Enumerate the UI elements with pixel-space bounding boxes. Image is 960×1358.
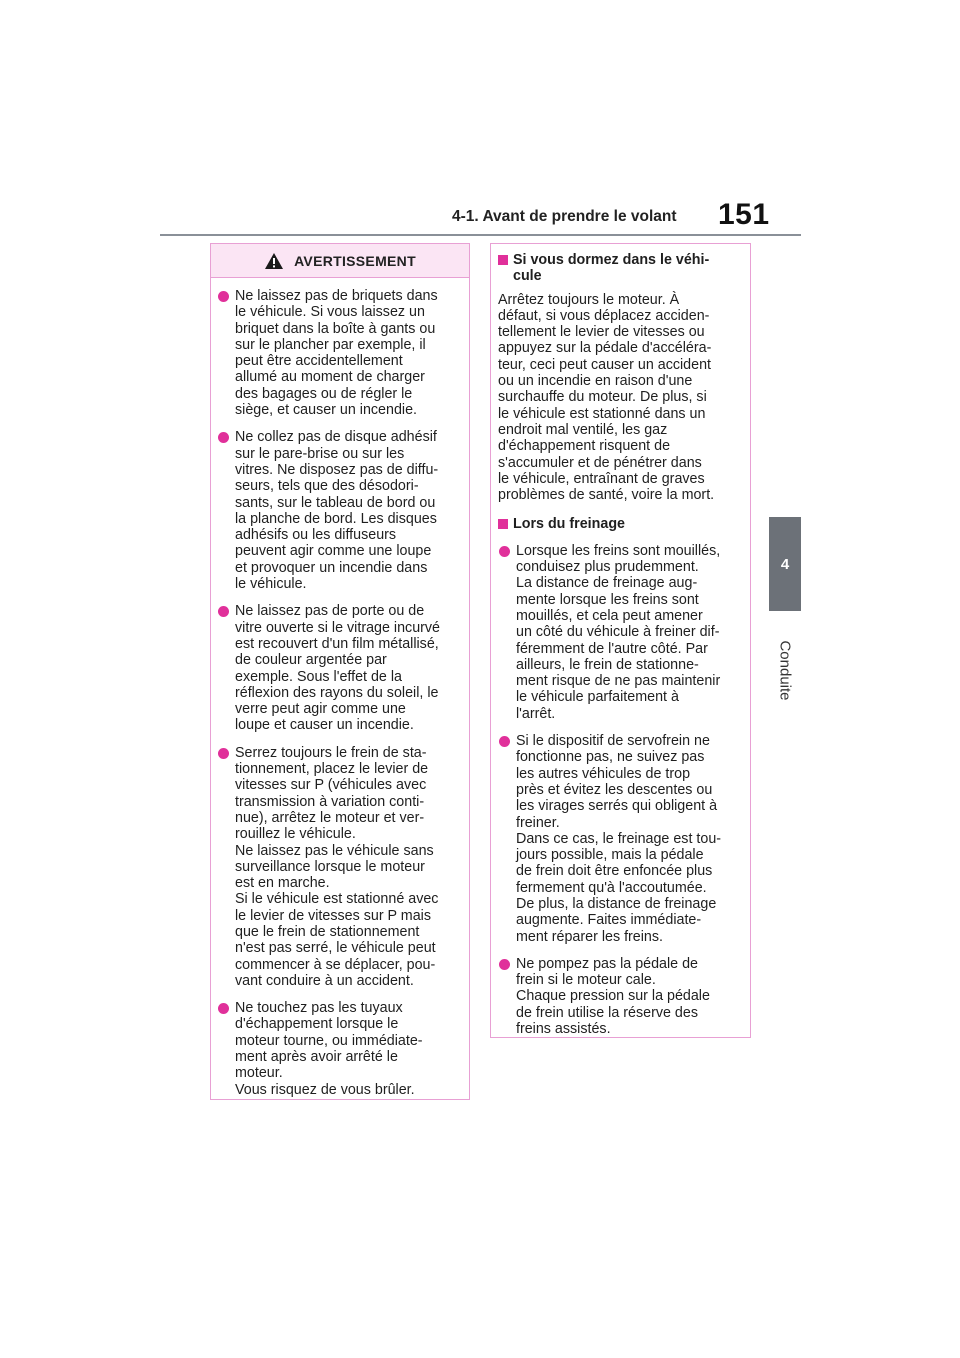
braking-item-text: Ne pompez pas la pédale de frein si le moteur cale. Chaque pression sur la pédale de frein utilise la réserve des freins assistés. [516, 955, 710, 1038]
warning-title: AVERTISSEMENT [294, 252, 416, 269]
sleeping-paragraph: Arrêtez toujours le moteur. À défaut, si vous déplacez acciden- tellement le levier de vitesses ou appuyez sur la pédale d'accéléra- teur, ceci peut causer un accident ou un incendie en raison d'une surchauffe du moteur. De plus, si le véhicule est stationné dans un endroit mal ventilé, les gaz d'échappement risquent de s'accumuler et de pénétrer dans le véhicule, entraînant de graves problèmes de santé, voire la mort. [498, 291, 715, 504]
chapter-number: 4 [780, 555, 790, 573]
bullet-dot-icon [218, 432, 229, 443]
warning-item-text: Serrez toujours le frein de sta- tionnement, placez le levier de vitesses sur P (véhicules avec transmission à variation conti- nue), arrêtez le moteur et ver- rouillez le véhicule. Ne laissez pas le véhicule sans surveillance lorsque le moteur est en marche. Si le véhicule est stationné avec le levier de vitesses sur P mais que le frein de stationnement n'est pas serré, le véhicule peut commencer à se déplacer, pou- vant conduire à un accident. [235, 744, 439, 989]
warning-item [217, 603, 461, 733]
warning-item [217, 288, 461, 418]
braking-item [498, 543, 743, 722]
warning-box [210, 243, 470, 1100]
bullet-dot-icon [499, 959, 510, 970]
square-bullet-icon [498, 255, 508, 265]
braking-item-text: Si le dispositif de servofrein ne fonctionne pas, ne suivez pas les autres véhicules de trop près et évitez les descentes ou les virages serrés qui obligent à freiner. Dans ce cas, le freinage est tou- jours possible, mais la pédale de frein doit être enfoncée plus fermement qu'à l'accoutumée. De plus, la distance de freinage augmente. Faites immédiate- ment réparer les freins. [516, 733, 722, 945]
warning-item [217, 429, 461, 592]
subheading-sleeping [498, 252, 743, 285]
bullet-dot-icon [499, 546, 510, 557]
braking-item-text: Lorsque les freins sont mouillés, conduisez plus prudemment. La distance de freinage aug- mente lorsque les freins sont mouillés, et cela peut amener un côté du véhicule à freiner dif- féremment de l'autre côté. Par ailleurs, le frein de stationne- ment risque de ne pas maintenir le véhicule parfaitement à l'arrêt. [516, 542, 721, 722]
info-box [490, 243, 751, 1038]
chapter-tab [769, 517, 801, 611]
warning-header [211, 244, 469, 278]
warning-triangle-icon [264, 252, 284, 270]
warning-item-text: Ne laissez pas de briquets dans le véhicule. Si vous laissez un briquet dans la boîte à gants ou sur le plancher par exemple, il peut être accidentellement allumé au moment de charger des bagages ou de régler le siège, et causer un incendie. [235, 288, 438, 419]
chapter-label-text: Conduite [776, 639, 794, 701]
bullet-dot-icon [218, 291, 229, 302]
square-bullet-icon [498, 519, 508, 529]
warning-item-text: Ne collez pas de disque adhésif sur le pare-brise ou sur les vitres. Ne disposez pas de diffu- seurs, tels que des désodori- sants, sur le tableau de bord ou la planche de bord. Les disques adhésifs ou les diffuseurs peuvent agir comme une loupe et provoquer un incendie dans le véhicule. [235, 429, 439, 593]
bullet-dot-icon [499, 736, 510, 747]
bullet-dot-icon [218, 1003, 229, 1014]
braking-item [498, 733, 743, 945]
warning-item [217, 745, 461, 989]
warning-item-text: Ne touchez pas les tuyaux d'échappement lorsque le moteur tourne, ou immédiate- ment après avoir arrêté le moteur. Vous risquez de vous brûler. [235, 1000, 423, 1098]
warning-list [211, 278, 469, 1098]
header-divider [160, 234, 801, 236]
chapter-label [768, 620, 802, 720]
subheading-braking [498, 516, 743, 532]
bullet-dot-icon [218, 748, 229, 759]
warning-item-text: Ne laissez pas de porte ou de vitre ouverte si le vitrage incurvé est recouvert d'un film métallisé, de couleur argentée par exemple. Sous l'effet de la réflexion des rayons du soleil, le verre peut agir comme une loupe et causer un incendie. [235, 603, 441, 734]
braking-item [498, 956, 743, 1037]
warning-item [217, 1000, 461, 1098]
section-title: 4-1. Avant de prendre le volant [452, 208, 677, 225]
subheading-text: Lors du freinage [513, 516, 626, 533]
subheading-text: Si vous dormez dans le véhi- cule [513, 252, 710, 285]
bullet-dot-icon [218, 606, 229, 617]
page-number: 151 [718, 198, 770, 231]
